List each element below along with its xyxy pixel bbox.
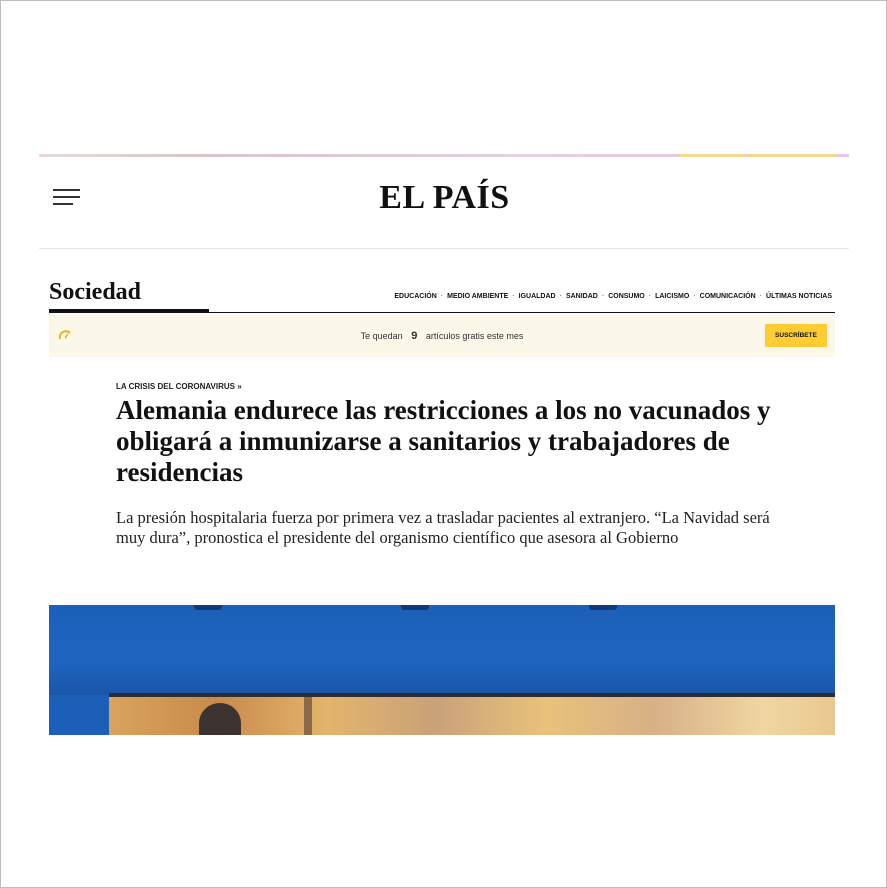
- subnav-item-ultimas-noticias[interactable]: ÚLTIMAS NOTICIAS: [766, 293, 832, 300]
- section-title[interactable]: Sociedad: [49, 279, 142, 305]
- subnav-item-medio-ambiente[interactable]: MEDIO AMBIENTE: [447, 293, 509, 300]
- subnav-separator: ·: [440, 293, 444, 300]
- subnav-separator: ·: [601, 293, 605, 300]
- section-rule: [49, 312, 835, 313]
- subnav-item-educacion[interactable]: EDUCACIÓN: [394, 293, 437, 300]
- subnav-separator: ·: [759, 293, 763, 300]
- subnav-separator: ·: [559, 293, 562, 300]
- section-subnav: [394, 293, 832, 300]
- subscribe-button[interactable]: SUSCRÍBETE: [765, 324, 827, 347]
- article-deck: La presión hospitalaria fuerza por primera vez a trasladar pacientes al extranjero. “La Navidad será muy dura”, pronostica el presidente del organismo científico que asesora al Gobierno: [116, 508, 770, 547]
- photo-detail: [589, 605, 617, 610]
- photo-detail: [194, 605, 222, 610]
- subnav-item-igualdad[interactable]: IGUALDAD: [518, 293, 556, 300]
- article-kicker[interactable]: LA CRISIS DEL CORONAVIRUS »: [116, 382, 242, 391]
- subnav-item-consumo[interactable]: CONSUMO: [608, 293, 645, 300]
- paywall-message: [49, 330, 835, 342]
- subnav-separator: ·: [512, 293, 515, 300]
- site-logo[interactable]: EL PAÍS: [379, 179, 510, 216]
- ad-strip-segment: [747, 154, 835, 157]
- paywall-count: 9: [411, 330, 418, 342]
- ad-strip-segment: [679, 154, 743, 157]
- subnav-separator: ·: [693, 293, 696, 300]
- paywall-banner: [49, 315, 835, 357]
- subnav-item-comunicacion[interactable]: COMUNICACIÓN: [699, 293, 756, 300]
- top-ad-strip: [39, 154, 849, 157]
- subnav-item-sanidad[interactable]: SANIDAD: [565, 293, 598, 300]
- header-divider: [39, 248, 849, 249]
- photo-detail: [401, 605, 429, 610]
- subnav-item-laicismo[interactable]: LAICISMO: [655, 293, 690, 300]
- photo-blue-panel: [49, 605, 835, 695]
- article-photo: [49, 605, 835, 735]
- subnav-separator: ·: [648, 293, 652, 300]
- photo-detail: [304, 697, 312, 735]
- paywall-prefix: Te quedan: [360, 331, 403, 341]
- photo-person: [199, 703, 241, 735]
- paywall-suffix: artículos gratis este mes: [425, 331, 524, 341]
- article-headline: Alemania endurece las restricciones a los no vacunados y obligará a inmunizarse a sanitarios y trabajadores de residencias: [116, 395, 771, 487]
